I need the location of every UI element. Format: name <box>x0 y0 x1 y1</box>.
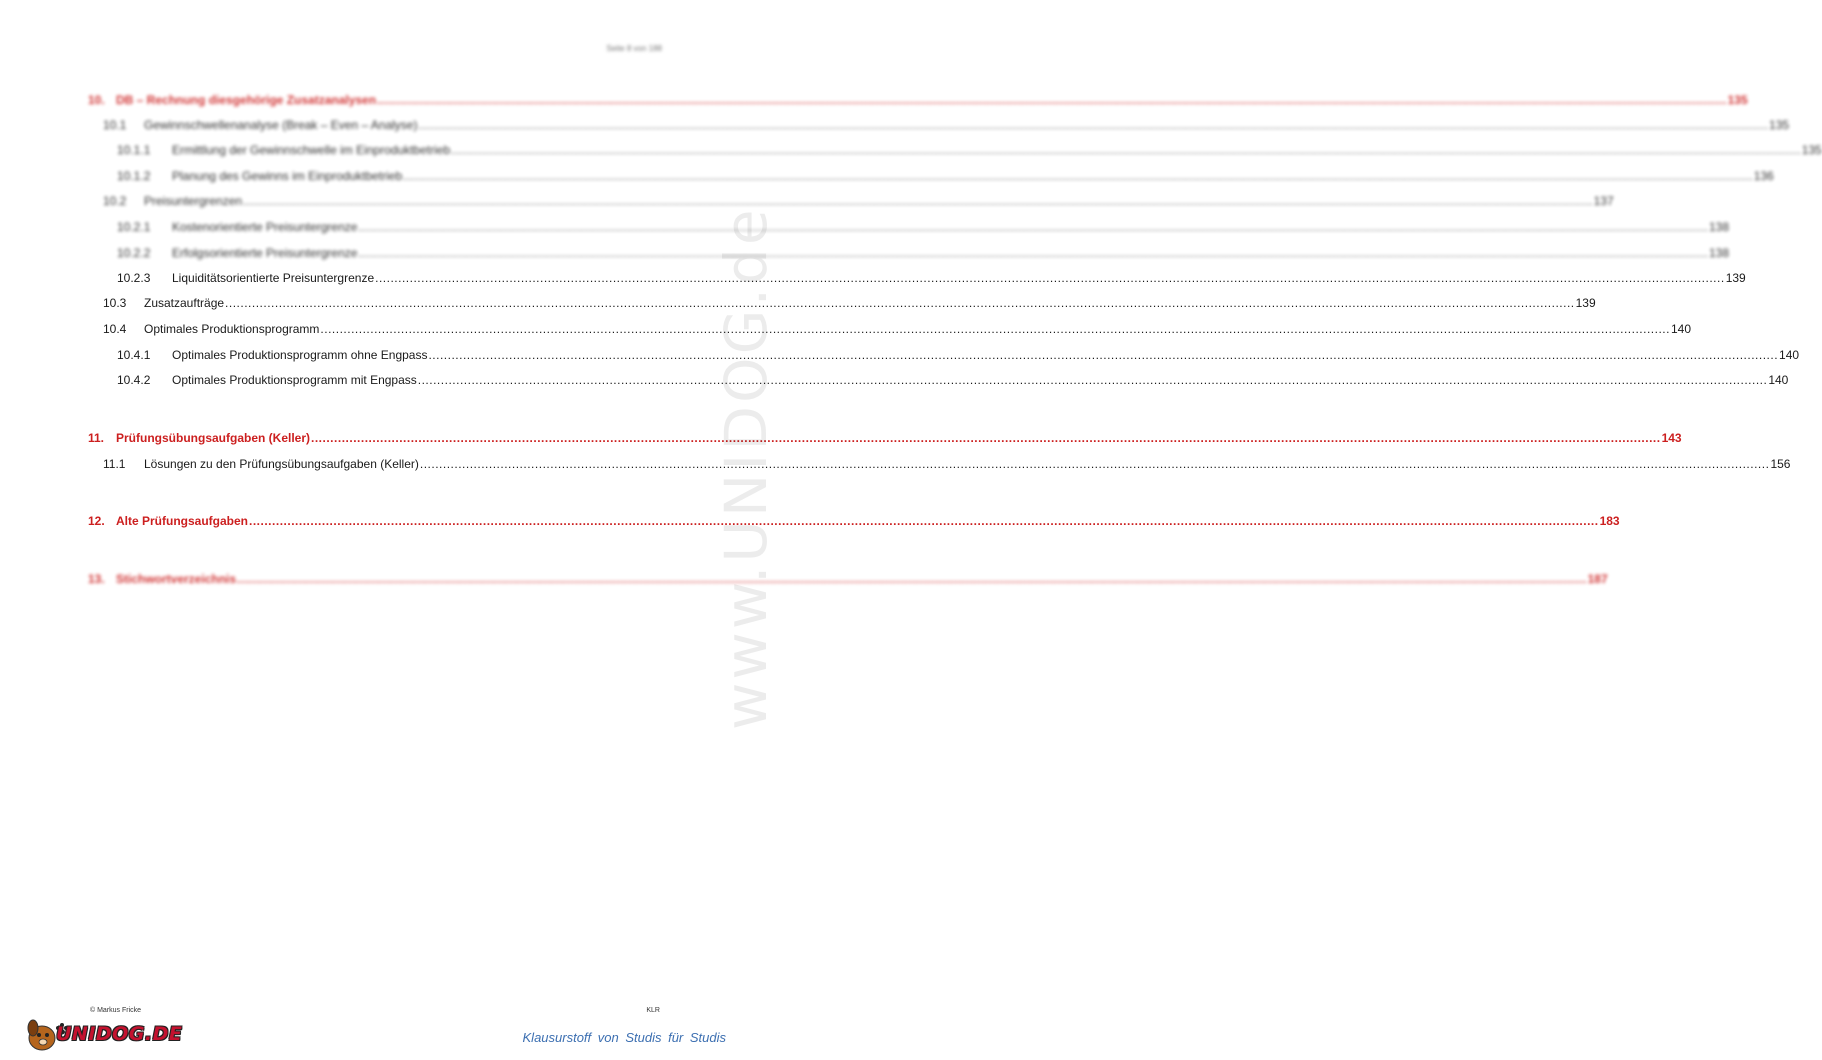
toc-title: Optimales Produktionsprogramm ohne Engpass <box>172 348 428 362</box>
footer-author: © Markus Fricke <box>90 1007 142 1014</box>
toc-entry <box>88 456 1791 472</box>
toc-title: Ermittlung der Gewinnschwelle im Einproduktbetrieb <box>172 143 451 157</box>
toc-title: Liquiditätsorientierte Preisuntergrenze <box>172 271 375 285</box>
toc-leader <box>403 168 1753 184</box>
toc-entry <box>88 219 1730 235</box>
toc-leader <box>311 430 1661 446</box>
toc-leader <box>225 295 1575 311</box>
toc-page: 139 <box>1725 271 1746 285</box>
toc-title: Prüfungsübungsaufgaben (Keller) <box>116 431 311 445</box>
toc-chapter <box>88 430 1682 446</box>
toc-page: 138 <box>1709 220 1730 234</box>
toc-title: Alte Prüfungsaufgaben <box>116 514 249 528</box>
toc-leader <box>237 571 1587 587</box>
toc-title: Stichwortverzeichnis <box>116 572 237 586</box>
toc-page: 143 <box>1661 431 1682 445</box>
toc-page: 140 <box>1768 373 1789 387</box>
toc-number: 11.1 <box>103 457 126 471</box>
toc-leader <box>243 193 1593 209</box>
toc-entry <box>88 245 1730 261</box>
toc-entry <box>88 168 1774 184</box>
toc-page: 156 <box>1770 457 1791 471</box>
toc-leader <box>420 456 1770 472</box>
toc-entry <box>88 193 1614 209</box>
toc-number: 13. <box>88 572 105 586</box>
toc-number: 12. <box>88 514 105 528</box>
toc-number: 10.2.3 <box>117 271 151 285</box>
toc-title: Optimales Produktionsprogramm <box>144 322 320 336</box>
toc-page: 183 <box>1599 514 1620 528</box>
toc-leader <box>451 142 1801 158</box>
toc-leader <box>418 117 1768 133</box>
toc-title: Erfolgsorientierte Preisuntergrenze <box>172 246 358 260</box>
toc-leader <box>358 219 1708 235</box>
toc-page: 135 <box>1727 93 1748 107</box>
toc-leader <box>249 513 1599 529</box>
toc-leader <box>418 372 1768 388</box>
logo-text: UNIDOG.DE <box>56 1023 183 1045</box>
toc-page: 187 <box>1587 572 1608 586</box>
toc-number: 10.1.1 <box>117 143 151 157</box>
toc-entry <box>88 142 1822 158</box>
toc-number: 10.2.2 <box>117 246 151 260</box>
footer-slogan: Klausurstoff von Studis für Studis <box>522 1030 726 1045</box>
toc-page: 136 <box>1753 169 1774 183</box>
toc-number: 10.2.1 <box>117 220 151 234</box>
toc-title: Zusatzaufträge <box>144 296 225 310</box>
toc-number: 10.4.1 <box>117 348 151 362</box>
toc-leader <box>375 270 1725 286</box>
toc-page: 140 <box>1779 348 1800 362</box>
toc-number: 10.1.2 <box>117 169 151 183</box>
toc-title: Kostenorientierte Preisuntergrenze <box>172 220 358 234</box>
toc-title: Planung des Gewinns im Einproduktbetrieb <box>172 169 403 183</box>
toc-title: DB – Rechnung diesgehörige Zusatzanalysen <box>116 93 377 107</box>
toc-entry <box>88 117 1790 133</box>
toc-chapter <box>88 92 1748 108</box>
footer-subject: KLR <box>646 1007 660 1014</box>
toc-page: 138 <box>1709 246 1730 260</box>
toc-page: 137 <box>1593 194 1614 208</box>
toc-number: 10.4.2 <box>117 373 151 387</box>
watermark: www.UNIDOG.de <box>712 206 780 730</box>
toc-title: Preisuntergrenzen <box>144 194 243 208</box>
toc-page: 140 <box>1670 322 1691 336</box>
toc-chapter <box>88 571 1608 587</box>
toc-leader <box>320 321 1670 337</box>
toc-page: 139 <box>1575 296 1596 310</box>
toc-entry <box>88 321 1691 337</box>
toc-leader <box>358 245 1708 261</box>
toc-entry <box>88 347 1800 363</box>
toc-leader <box>377 92 1727 108</box>
toc-page: 135 <box>1801 143 1822 157</box>
toc-number: 11. <box>88 431 105 445</box>
toc-number: 10. <box>88 93 105 107</box>
toc-title: Optimales Produktionsprogramm mit Engpass <box>172 373 417 387</box>
toc-title: Lösungen zu den Prüfungsübungsaufgaben (Keller) <box>144 457 419 471</box>
toc-number: 10.4 <box>103 322 127 336</box>
toc-leader <box>428 347 1778 363</box>
toc-number: 10.1 <box>103 118 127 132</box>
toc-entry <box>88 372 1789 388</box>
toc-number: 10.2 <box>103 194 127 208</box>
toc-chapter <box>88 513 1620 529</box>
toc-entry <box>88 270 1746 286</box>
page-number: Seite 8 von 188 <box>606 44 662 53</box>
toc-entry <box>88 295 1596 311</box>
toc-page: 135 <box>1769 118 1790 132</box>
toc-number: 10.3 <box>103 296 127 310</box>
toc-title: Gewinnschwellenanalyse (Break – Even – Analyse) <box>144 118 418 132</box>
